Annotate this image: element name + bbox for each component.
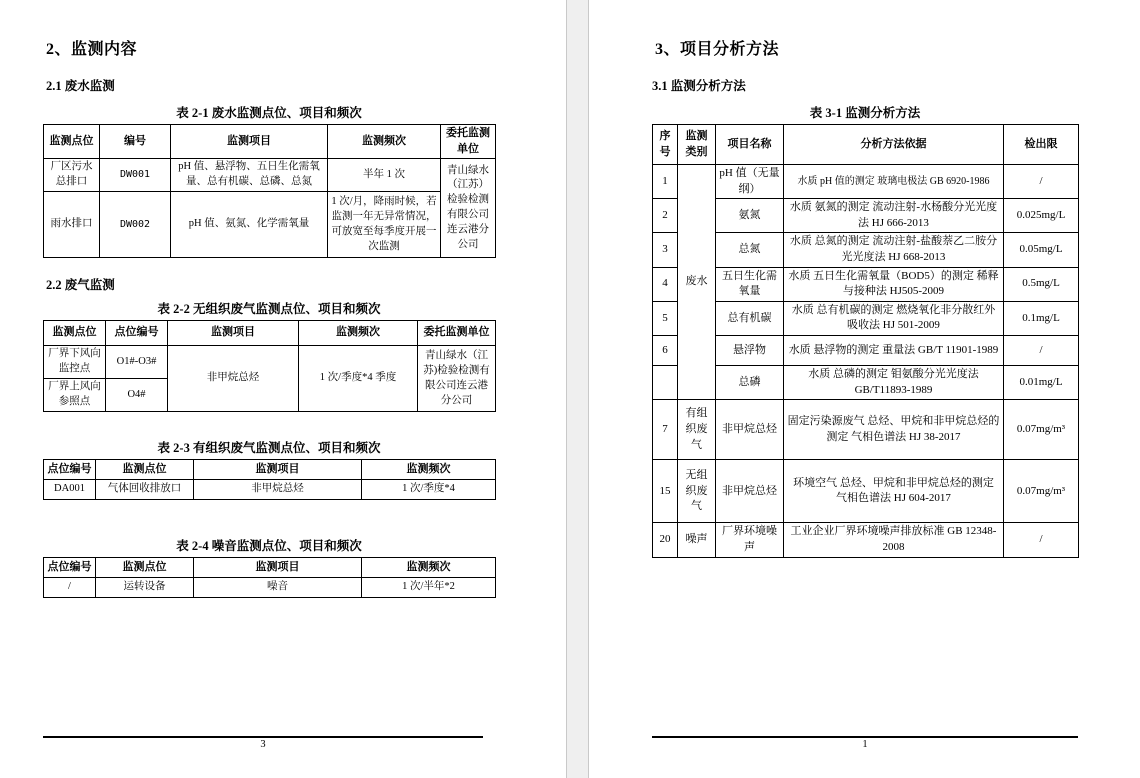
cell-item: 噪音 bbox=[194, 578, 362, 598]
cell-item: 氨氮 bbox=[716, 199, 784, 233]
table-row bbox=[653, 199, 1079, 233]
cell-items: pH 值、氨氮、化学需氧量 bbox=[171, 192, 328, 258]
table-row bbox=[653, 125, 1079, 165]
table-row bbox=[653, 165, 1079, 199]
table-3-1-title: 表 3-1 监测分析方法 bbox=[809, 106, 921, 120]
table-row bbox=[44, 159, 496, 192]
heading-monitoring-content: 2、监测内容 bbox=[46, 41, 138, 58]
cell-no: 4 bbox=[653, 267, 678, 301]
column-header-code: 点位编号 bbox=[44, 460, 96, 480]
cell-freq: 1 次/季度*4 bbox=[362, 480, 496, 500]
table-2-4-title: 表 2-4 噪音监测点位、项目和频次 bbox=[176, 539, 362, 554]
cell-agency: 青山绿水（江苏）检验检测有限公司连云港分公司 bbox=[441, 159, 496, 258]
cell-method: 水质 总有机碳的测定 燃烧氧化非分散红外吸收法 HJ 501-2009 bbox=[784, 301, 1004, 335]
cell-category-organized-gas: 有组织废气 bbox=[678, 400, 716, 460]
table-2-3-title: 表 2-3 有组织废气监测点位、项目和频次 bbox=[157, 441, 381, 456]
cell-freq: 1 次/半年*2 bbox=[362, 578, 496, 598]
table-row bbox=[653, 400, 1079, 460]
cell-point: 厂区污水总排口 bbox=[44, 159, 100, 192]
cell-agency: 青山绿水（江苏)检验检测有限公司连云港分公司 bbox=[418, 346, 496, 412]
cell-freq: 半年 1 次 bbox=[328, 159, 441, 192]
cell-no: 7 bbox=[653, 400, 678, 460]
cell-item: 非甲烷总烃 bbox=[716, 400, 784, 460]
cell-no: 5 bbox=[653, 301, 678, 335]
section-waste-water: 2.1 废水监测 bbox=[46, 79, 115, 93]
cell-freq: 1 次/季度*4 季度 bbox=[299, 346, 418, 412]
column-header-code: 编号 bbox=[100, 125, 171, 159]
table-row bbox=[653, 460, 1079, 523]
section-monitoring-analysis-methods: 3.1 监测分析方法 bbox=[652, 79, 746, 93]
footer-rule bbox=[652, 736, 1078, 738]
cell-item: 厂界环境噪声 bbox=[716, 523, 784, 557]
column-header-items: 监测项目 bbox=[194, 558, 362, 578]
heading-analysis-methods: 3、项目分析方法 bbox=[655, 41, 780, 58]
cell-item: 非甲烷总烃 bbox=[168, 346, 299, 412]
column-header-code: 点位编号 bbox=[106, 321, 168, 346]
cell-method: 水质 总氮的测定 流动注射-盐酸萘乙二胺分光光度法 HJ 668-2013 bbox=[784, 233, 1004, 267]
cell-no: 2 bbox=[653, 199, 678, 233]
column-header-freq: 监测频次 bbox=[299, 321, 418, 346]
table-2-4 bbox=[43, 557, 496, 598]
page-left bbox=[0, 0, 566, 778]
cell-point: 厂界上风向参照点 bbox=[44, 379, 106, 412]
cell-item: 总有机碳 bbox=[716, 301, 784, 335]
table-row bbox=[653, 336, 1079, 366]
cell-limit: / bbox=[1004, 165, 1079, 199]
cell-item: 总氮 bbox=[716, 233, 784, 267]
cell-code: DW001 bbox=[100, 159, 171, 192]
cell-limit: 0.1mg/L bbox=[1004, 301, 1079, 335]
cell-limit: / bbox=[1004, 523, 1079, 557]
cell-code: O4# bbox=[106, 379, 168, 412]
cell-no: 15 bbox=[653, 460, 678, 523]
column-header-freq: 监测频次 bbox=[362, 460, 496, 480]
table-row bbox=[44, 192, 496, 258]
cell-code: DA001 bbox=[44, 480, 96, 500]
cell-limit: 0.01mg/L bbox=[1004, 366, 1079, 400]
table-2-2-title: 表 2-2 无组织废气监测点位、项目和频次 bbox=[157, 302, 381, 317]
cell-code: DW002 bbox=[100, 192, 171, 258]
cell-item: 五日生化需氧量 bbox=[716, 267, 784, 301]
column-header-point: 监测点位 bbox=[44, 125, 100, 159]
cell-item: pH 值（无量纲） bbox=[716, 165, 784, 199]
column-header-items: 监测项目 bbox=[168, 321, 299, 346]
column-header-point: 监测点位 bbox=[96, 460, 194, 480]
cell-items: pH 值、悬浮物、五日生化需氧量、总有机碳、总磷、总氮 bbox=[171, 159, 328, 192]
cell-no bbox=[653, 366, 678, 400]
cell-freq: 1 次/月，降雨时候，若监测一年无异常情况，可放宽至每季度开展一次监测 bbox=[328, 192, 441, 258]
cell-no: 3 bbox=[653, 233, 678, 267]
cell-method: 工业企业厂界环境噪声排放标准 GB 12348-2008 bbox=[784, 523, 1004, 557]
column-header-item: 项目名称 bbox=[716, 125, 784, 165]
cell-item: 非甲烷总烃 bbox=[716, 460, 784, 523]
cell-limit: 0.07mg/m³ bbox=[1004, 400, 1079, 460]
table-row bbox=[653, 233, 1079, 267]
cell-point: 厂界下风向监控点 bbox=[44, 346, 106, 379]
cell-category-fugitive-gas: 无组织废气 bbox=[678, 460, 716, 523]
cell-item: 非甲烷总烃 bbox=[194, 480, 362, 500]
page-gutter bbox=[566, 0, 589, 778]
cell-method: 固定污染源废气 总烃、甲烷和非甲烷总烃的测定 气相色谱法 HJ 38-2017 bbox=[784, 400, 1004, 460]
column-header-code: 点位编号 bbox=[44, 558, 96, 578]
column-header-items: 监测项目 bbox=[194, 460, 362, 480]
cell-method: 水质 五日生化需氧量（BOD5）的测定 稀释与接种法 HJ505-2009 bbox=[784, 267, 1004, 301]
cell-category-waste-water: 废水 bbox=[678, 165, 716, 400]
page-number: 1 bbox=[862, 739, 868, 750]
cell-no: 1 bbox=[653, 165, 678, 199]
section-waste-gas: 2.2 废气监测 bbox=[46, 278, 115, 293]
column-header-agency: 委托监测单位 bbox=[418, 321, 496, 346]
cell-point: 运转设备 bbox=[96, 578, 194, 598]
cell-no: 6 bbox=[653, 336, 678, 366]
cell-item: 悬浮物 bbox=[716, 336, 784, 366]
column-header-method: 分析方法依据 bbox=[784, 125, 1004, 165]
column-header-freq: 监测频次 bbox=[362, 558, 496, 578]
table-row bbox=[653, 267, 1079, 301]
cell-limit: / bbox=[1004, 336, 1079, 366]
table-2-2 bbox=[43, 320, 496, 412]
table-row bbox=[44, 321, 496, 346]
cell-point: 雨水排口 bbox=[44, 192, 100, 258]
cell-limit: 0.5mg/L bbox=[1004, 267, 1079, 301]
cell-category-noise: 噪声 bbox=[678, 523, 716, 557]
column-header-point: 监测点位 bbox=[44, 321, 106, 346]
table-row bbox=[44, 346, 496, 379]
cell-code: O1#-O3# bbox=[106, 346, 168, 379]
cell-no: 20 bbox=[653, 523, 678, 557]
table-row bbox=[653, 366, 1079, 400]
cell-method: 水质 pH 值的测定 玻璃电极法 GB 6920-1986 bbox=[784, 165, 1004, 199]
cell-limit: 0.07mg/m³ bbox=[1004, 460, 1079, 523]
cell-code: / bbox=[44, 578, 96, 598]
cell-point: 气体回收排放口 bbox=[96, 480, 194, 500]
table-2-1-title: 表 2-1 废水监测点位、项目和频次 bbox=[176, 106, 362, 120]
cell-method: 环境空气 总烃、甲烷和非甲烷总烃的测定 气相色谱法 HJ 604-2017 bbox=[784, 460, 1004, 523]
cell-limit: 0.05mg/L bbox=[1004, 233, 1079, 267]
table-2-3 bbox=[43, 459, 496, 500]
table-row bbox=[44, 460, 496, 480]
column-header-items: 监测项目 bbox=[171, 125, 328, 159]
cell-limit: 0.025mg/L bbox=[1004, 199, 1079, 233]
column-header-freq: 监测频次 bbox=[328, 125, 441, 159]
column-header-no: 序号 bbox=[653, 125, 678, 165]
page-right bbox=[589, 0, 1140, 778]
column-header-limit: 检出限 bbox=[1004, 125, 1079, 165]
table-row bbox=[44, 558, 496, 578]
table-3-1 bbox=[652, 124, 1079, 558]
cell-method: 水质 氨氮的测定 流动注射-水杨酸分光光度法 HJ 666-2013 bbox=[784, 199, 1004, 233]
cell-item: 总磷 bbox=[716, 366, 784, 400]
table-row bbox=[653, 301, 1079, 335]
table-row bbox=[44, 480, 496, 500]
column-header-category: 监测类别 bbox=[678, 125, 716, 165]
page-number: 3 bbox=[260, 739, 266, 750]
cell-method: 水质 总磷的测定 钼氨酸分光光度法 GB/T11893-1989 bbox=[784, 366, 1004, 400]
table-2-1 bbox=[43, 124, 496, 258]
table-row bbox=[44, 578, 496, 598]
column-header-agency: 委托监测单位 bbox=[441, 125, 496, 159]
table-row bbox=[44, 125, 496, 159]
cell-method: 水质 悬浮物的测定 重量法 GB/T 11901-1989 bbox=[784, 336, 1004, 366]
footer-rule bbox=[43, 736, 483, 738]
column-header-point: 监测点位 bbox=[96, 558, 194, 578]
table-row bbox=[653, 523, 1079, 557]
